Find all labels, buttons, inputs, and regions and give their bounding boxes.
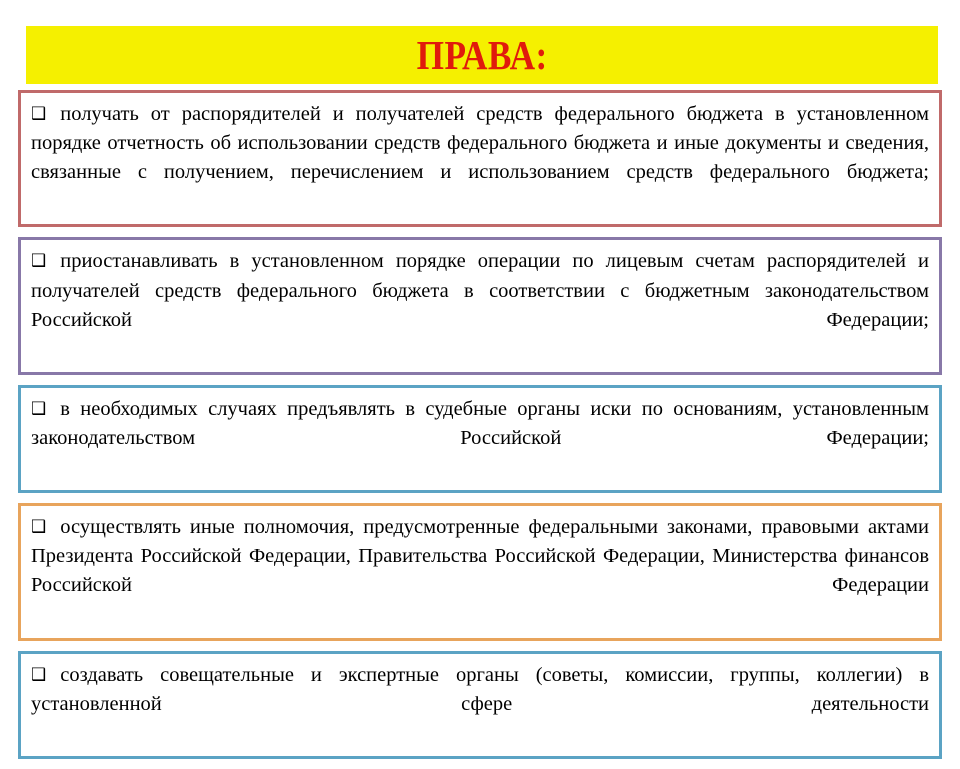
- right-item-3: [18, 385, 942, 493]
- title-banner: [26, 26, 938, 84]
- right-item-5: [18, 651, 942, 759]
- right-item-4: [18, 503, 942, 640]
- checkbox-bullet-icon: ❑: [31, 664, 47, 685]
- right-item-body: осуществлять иные полномочия, предусмотренные федеральными законами, правовыми актами Президента Российской Федерации, Правительства Российской Федерации, Министерства финансов Российской Федерации: [31, 516, 929, 597]
- checkbox-bullet-icon: ❑: [31, 517, 47, 538]
- right-item-text: [31, 661, 929, 748]
- right-item-body: создавать совещательные и экспертные органы (советы, комиссии, группы, коллегии) в установленной сфере деятельности: [31, 663, 929, 715]
- right-item-body: получать от распорядителей и получателей средств федерального бюджета в установленном порядке отчетность об использовании средств федерального бюджета и иные документы и сведения, связанные с получением, перечислением и использованием средств федерального бюджета;: [31, 103, 929, 184]
- right-item-body: приостанавливать в установленном порядке операции по лицевым счетам распорядителей и получателей средств федерального бюджета в соответствии с бюджетным законодательством Российской Федерации;: [31, 250, 929, 331]
- rights-list: [18, 90, 942, 769]
- right-item-body: в необходимых случаях предъявлять в судебные органы иски по основаниям, установленным законодательством Российской Федерации;: [31, 397, 929, 449]
- right-item-text: [31, 100, 929, 216]
- right-item-text: [31, 395, 929, 482]
- right-item-text: [31, 247, 929, 363]
- page-title: ПРАВА:: [416, 31, 548, 78]
- right-item-1: [18, 90, 942, 227]
- right-item-text: [31, 513, 929, 629]
- checkbox-bullet-icon: ❑: [31, 104, 47, 124]
- right-item-2: [18, 237, 942, 374]
- checkbox-bullet-icon: ❑: [31, 251, 47, 272]
- checkbox-bullet-icon: ❑: [31, 398, 47, 419]
